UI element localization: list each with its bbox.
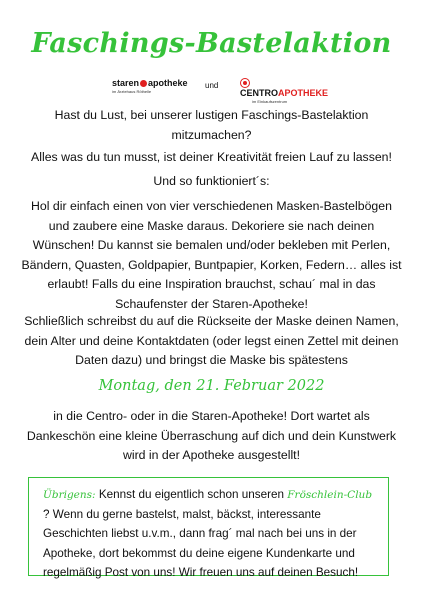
instructions-paragraph: Hol dir einfach einen von vier verschiedenen Masken-Bastelbögen und zaubere eine Maske daraus. Dekoriere sie nach deinen Wünschen! Du kannst sie bemalen und/oder bekleben mit Perlen, Bändern, Quasten, Goldpapier, Buntpapier, Korken, Federn… alles ist erlaubt! Falls du eine Inspiration brauchst, schau´ mal in das Schaufenster der Staren-Apotheke! (21, 199, 402, 311)
staren-logo-subtitle: im Ärztehaus Röthelle (112, 89, 152, 94)
logo-row (0, 78, 423, 104)
staren-logo-prefix: staren (112, 78, 140, 88)
club-text-part1: Kennst du eigentlich schon unseren (95, 488, 288, 501)
uebrigens-label: Übrigens: (43, 489, 96, 501)
centro-logo-suffix: APOTHEKE (278, 88, 329, 98)
club-info-text (43, 485, 379, 582)
centro-apotheke-logo (240, 78, 330, 104)
staren-dot-icon (140, 80, 147, 87)
staren-logo-suffix: apotheke (148, 78, 188, 88)
closing-paragraph: in die Centro- oder in die Staren-Apotheke! Dort wartet als Dankeschön eine kleine Überraschung auf dich und dein Kunstwerk wird in der Apotheke ausgestellt! (26, 409, 397, 463)
club-text-part2: ? Wenn du gerne bastelst, malst, bäckst, interessante Geschichten liebst u.v.m., dann frag´ mal nach bei uns in der Apotheke, dort bekommst du deine eigene Kundenkarte und regelmäßig Post von uns! Wir freuen uns auf deinen Besuch! (43, 508, 359, 579)
page-title: Faschings-Bastelaktion (31, 28, 392, 59)
club-info-box (28, 477, 389, 579)
submission-paragraph: Schließlich schreibst du auf die Rückseite der Maske deinen Namen, dein Alter und deine Kontaktdaten (oder legst einen Zettel mit deinen Daten dazu) und bringst die Maske bis spätestens (24, 314, 399, 368)
club-name: Fröschlein-Club (287, 489, 373, 501)
centro-ring-icon (240, 78, 250, 88)
staren-apotheke-logo (112, 78, 202, 100)
creativity-paragraph: Alles was du tun musst, ist deiner Kreativität freien Lauf zu lassen! (31, 150, 392, 164)
deadline-date: Montag, den 21. Februar 2022 (98, 378, 325, 394)
intro-paragraph: Hast du Lust, bei unserer lustigen Faschings-Bastelaktion mitzumachen? (54, 108, 369, 142)
logo-connector: und (205, 81, 219, 90)
how-it-works-heading: Und so funktioniert´s: (153, 174, 270, 188)
centro-logo-subtitle: im Einkaufszentrum (252, 99, 288, 104)
centro-logo-name: CENTRO (240, 88, 278, 98)
